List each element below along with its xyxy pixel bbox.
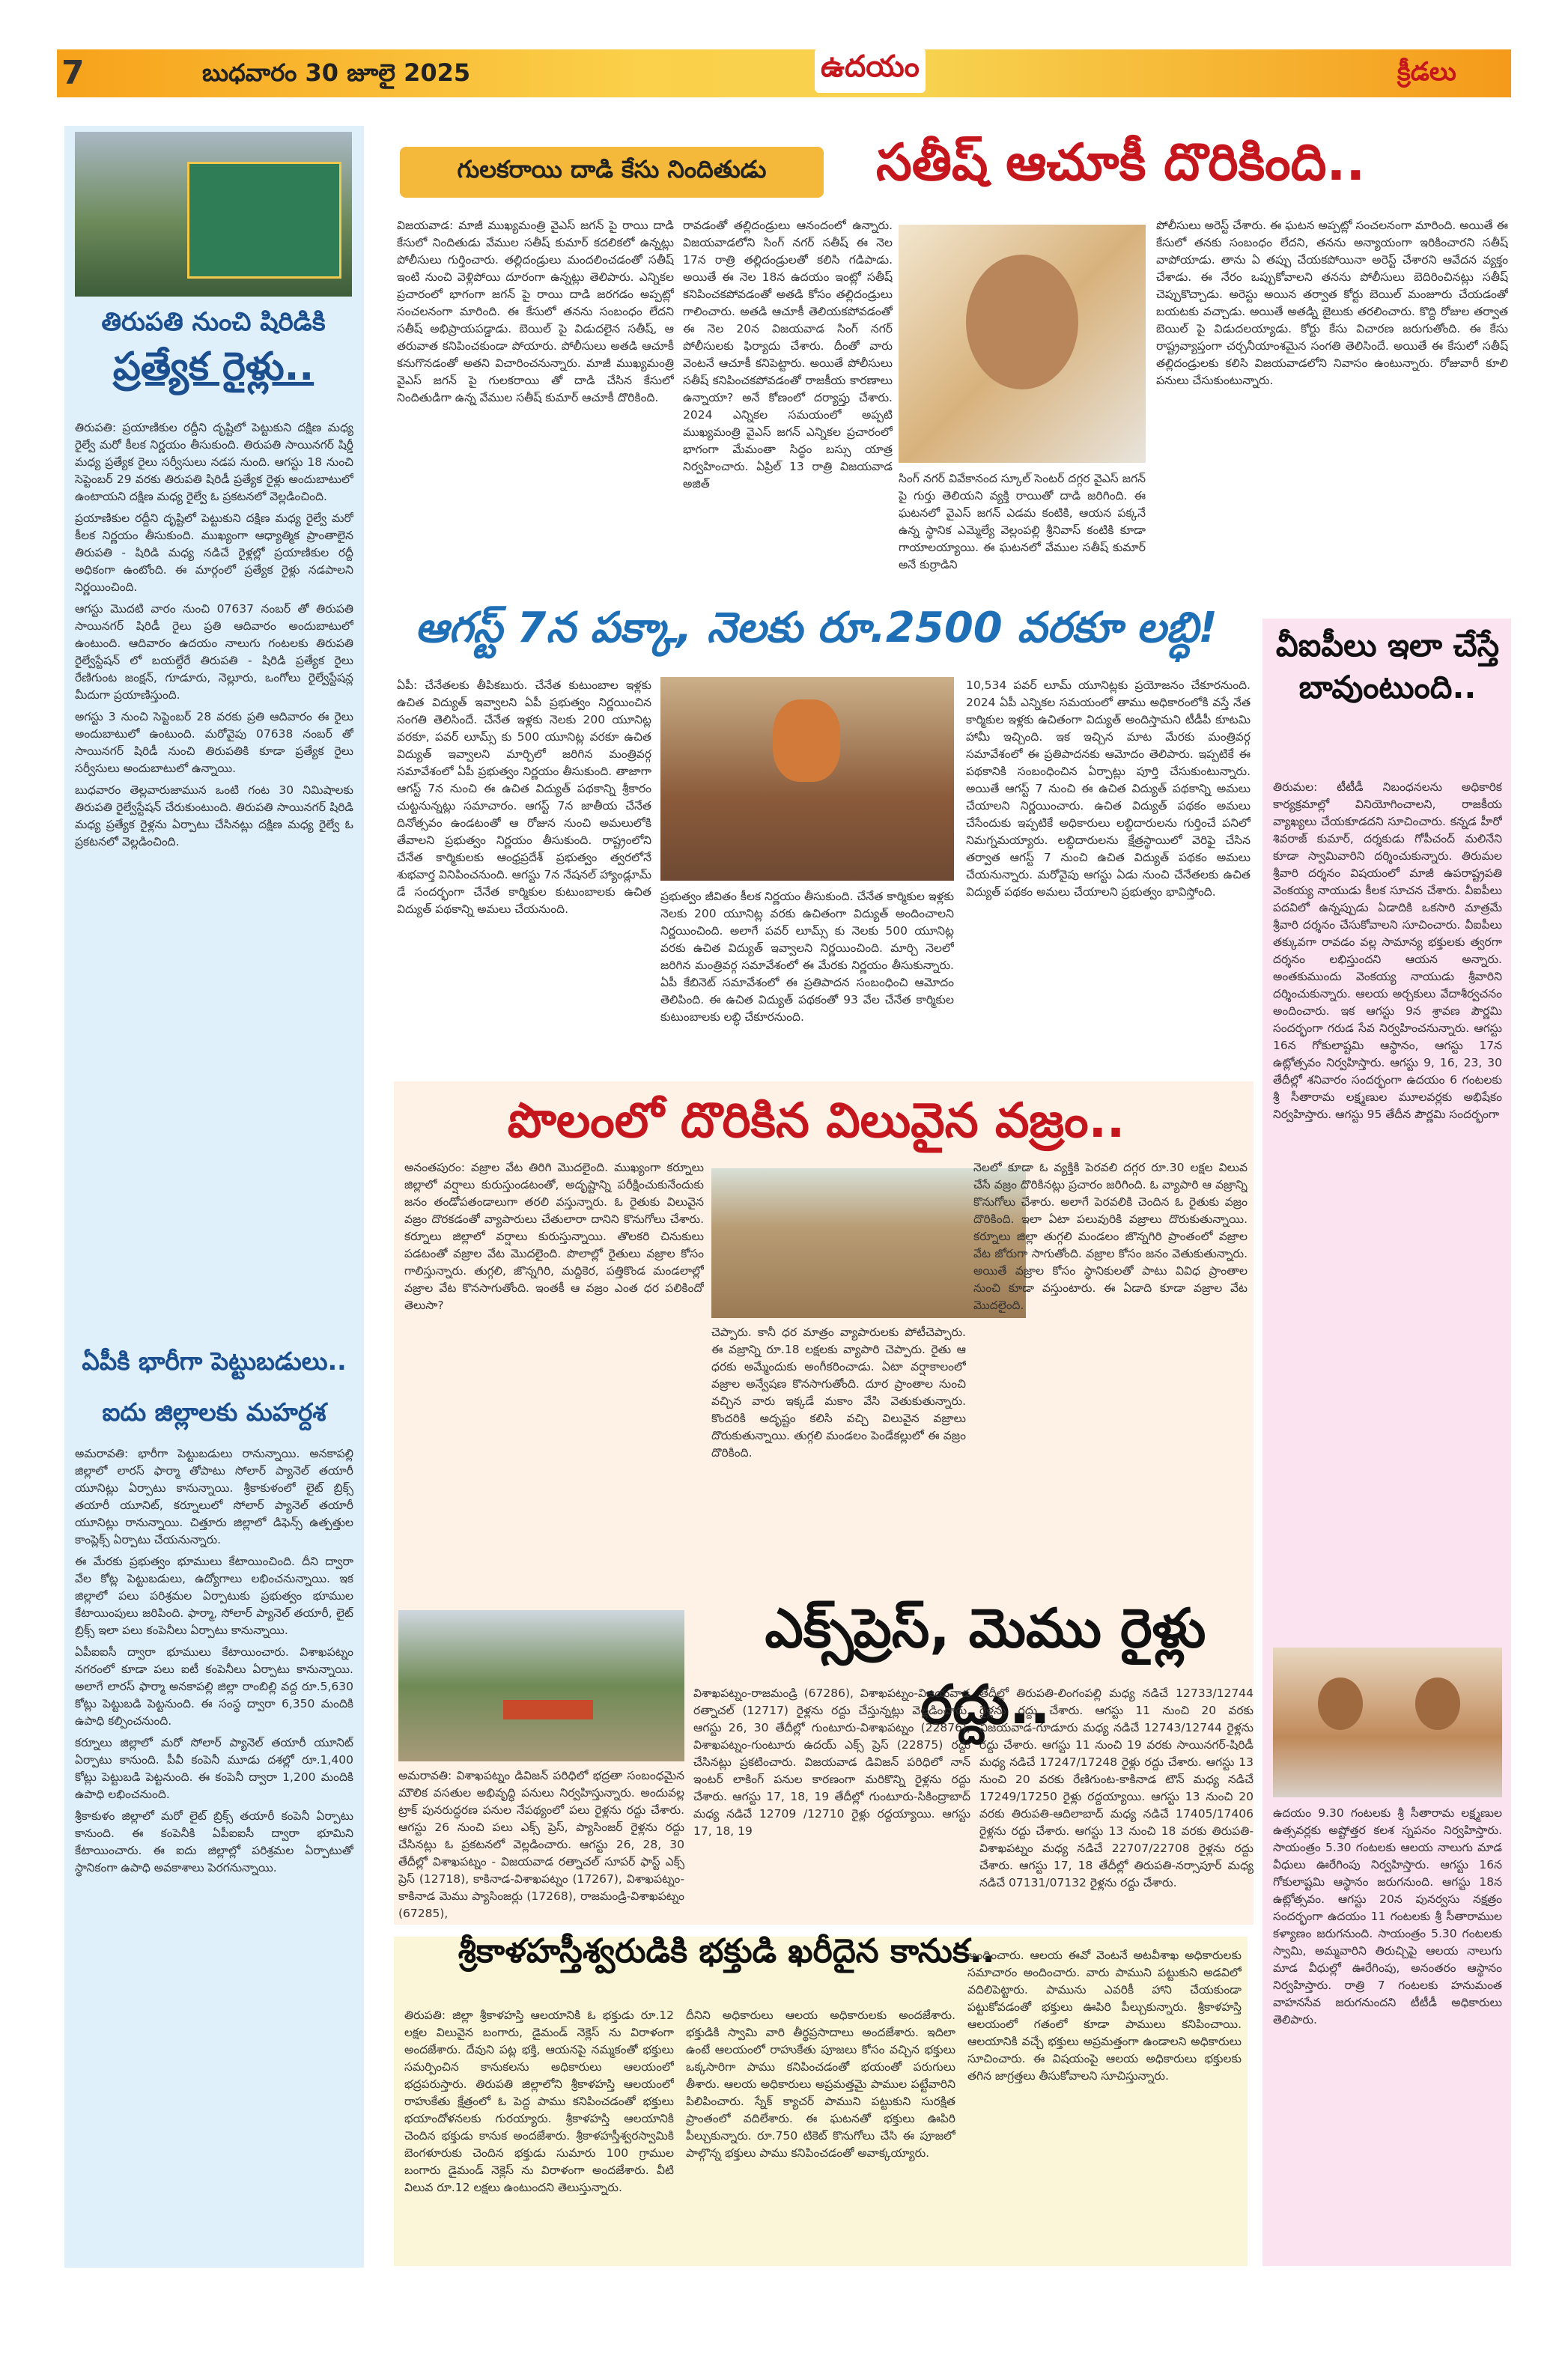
story3-headline: పొలంలో దొరికిన విలువైన వజ్రం..: [507, 1093, 1125, 1149]
para: అగస్టు 3 నుంచి సెప్టెంబర్ 28 వరకు ప్రతి ఆదివారం ఈ రైలు అందుబాటులో ఉంటుంది. మరోవైపు 07638 నంబర్ తో సాయినగర్ షిరిడీ నుంచి తిరుపతికి కూడా ప్రత్యేక రైలు సర్వీసులు అందుబాటులో ఉన్నాయి.: [75, 710, 353, 775]
issue-date: బుధవారం 30 జూలై 2025: [202, 58, 471, 87]
para: బుధవారం తెల్లవారుజామున ఒంటి గంట 30 నిమిషాలకు తిరుపతి రైల్వేస్టేషన్ చేరుకుంటుంది. తిరుపతి సాయినగర్ షిరిడి మధ్య ప్రత్యేక రైళ్లను ఏర్పాటు చేసినట్లు దక్షిణ మధ్య రైల్వే ఓ ప్రకటనలో వెల్లడించింది.: [75, 783, 353, 848]
handloom-photo: [660, 677, 954, 881]
story5-col3: అందించారు. ఆలయ ఈవో వెంటనే అటవీశాఖ అధికారులకు సమాచారం అందించారు. వారు పాముని పట్టుకుని అడవిలో వదిలిపెట్టారు. పామును ఎవరికీ హాని చేయకుండా పట్టుకోవడంతో భక్తులు ఊపిరి పీల్చుకున్నారు. శ్రీకాళహస్తి ఆలయంలో గతంలో కూడా పాములు కనిపించాయి. ఆలయానికి వచ్చే భక్తులు అప్రమత్తంగా ఉండాలని అధికారులు సూచించారు. ఈ విషయంపై ఆలయ అధికారులు భక్తులకు తగిన జాగ్రత్తలు తీసుకోవాలని సూచిస్తున్నారు.: [967, 1949, 1242, 2083]
train-photo: [75, 132, 352, 297]
para: ఈ మేరకు ప్రభుత్వం భూములు కేటాయించింది. దీని ద్వారా వేల కోట్ల పెట్టుబడులు, ఉద్యోగాలు లభించనున్నాయి. ఇక జిల్లాలో పలు పరిశ్రమల ఏర్పాటుకు ప్రభుత్వం భూముల కేటాయింపులు జరిపింది. ఫార్మా, సోలార్ ప్యానెల్ తయారీ, లైట్ బ్రిక్స్ ఇలా పలు కంపెనీలు ఏర్పాటు కానున్నాయి.: [75, 1555, 353, 1637]
page-number: 7: [61, 54, 85, 92]
vip-article-2: ఉదయం 9.30 గంటలకు శ్రీ సీతారామ లక్ష్మణుల ఉత్సవర్లకు అష్టోత్తర కలశ స్నపనం నిర్వహిస్తారు. సాయంత్రం 5.30 గంటలకు ఆలయ నాలుగు మాడ వీధులు ఊరేగింపు నిర్వహిస్తారు. ఆగస్టు 16న గోకులాష్టమి ఆస్థానం జరుగనుంది. ఆగస్టు 18న ఉట్లోత్సవం. ఆగస్టు 20న పునర్వసు నక్షత్రం సందర్భంగా ఉదయం 11 గంటలకు శ్రీ సీతారాముల కళ్యాణం జరుగనుంది. సాయంత్రం 5.30 గంటలకు స్వామి, అమ్మవారిని తిరుచ్చిపై ఆలయ నాలుగు మాడ వీధుల్లో ఊరేగింపు, అనంతరం ఆస్థానం నిర్వహిస్తారు. రాత్రి 7 గంటలకు హనుమంత వాహనసేవ జరుగనుందని టీటీడీ అధికారులు తెలిపారు.: [1273, 1806, 1502, 2027]
story3-col2: చెప్పారు. కానీ ధర మాత్రం వ్యాపారులకు పోటీచెప్పారు. ఈ వజ్రాన్ని రూ.18 లక్షలకు వ్యాపారి చెప్పారు. రైతు ఆ ధరకు అమ్మేందుకు అంగీకరించాడు. ఏటా వర్షాకాలంలో వజ్రాల అన్వేషణ కొనసాగుతోంది. దూర ప్రాంతాల నుంచి వచ్చిన వారు ఇక్కడే మకాం వేసి వెతుకుతున్నారు. కొందరికి అదృష్టం కలిసి వచ్చి విలువైన వజ్రాలు దొరుకుతున్నాయి. తుగ్గలి మండలం పెండేకల్లులో ఈ వజ్రం దొరికింది.: [711, 1326, 966, 1460]
story5-col2: దీనిని అధికారులు ఆలయ అధికారులకు అందజేశారు. భక్తుడికి స్వామి వారి తీర్థప్రసాదాలు అందజేశారు. ఇదిలా ఉంటే ఆలయంలో రాహుకేతు పూజలు కోసం వచ్చిన భక్తులు ఒక్కసారిగా పాము కనిపించడంతో భయంతో పరుగులు తీశారు. ఆలయ అధికారులు అప్రమత్తమై పాముల పట్టేవారిని పిలిపించారు. స్నేక్ క్యాచర్ పాముని పట్టుకుని సురక్షిత ప్రాంతంలో వదిలేశారు. ఈ ఘటనతో భక్తులు ఊపిరి పీల్చుకున్నారు. రూ.750 టికెట్ కొనుగోలు చేసి ఈ పూజలో పాల్గొన్న భక్తులు పాము కనిపించడంతో అవాక్కయ్యారు.: [686, 2009, 955, 2160]
venkaiah-photo: [1273, 1648, 1502, 1797]
sidebar-article-2: [75, 1445, 353, 2262]
story1-col3: సింగ్ నగర్ వివేకానంద స్కూల్ సెంటర్ దగ్గర వైఎస్ జగన్ పై గుర్తు తెలియని వ్యక్తి రాయితో దాడి జరిగింది. ఈ ఘటనలో వైఎస్ జగన్ ఎడమ కంటికి, ఆయన పక్కనే ఉన్న స్థానిక ఎమ్మెల్యే వెల్లంపల్లి శ్రీనివాస్ కంటికి కూడా గాయాలయ్యాయి. ఈ ఘటనలో వేముల సతీష్ కుమార్ అనే కుర్రాడిని: [899, 472, 1146, 571]
sidebar-kicker: తిరుపతి నుంచి షిరిడికి: [101, 307, 326, 337]
sidebar-headline-2a: ఏపీకి భారీగా పెట్టుబడులు..: [82, 1347, 347, 1376]
sidebar-headline: ప్రత్యేక రైళ్లు..: [112, 344, 314, 389]
story2-col2: ప్రభుత్వం జీవితం కీలక నిర్ణయం తీసుకుంది. చేనేత కార్మికుల ఇళ్లకు నెలకు 200 యూనిట్ల వరకు ఉచితంగా విద్యుత్ అందించాలని నిర్ణయించింది. అలాగే పవర్ లూమ్స్ కు నెలకు 500 యూనిట్ల వరకు ఉచిత విద్యుత్ ఇవ్వాలని నిర్ణయించింది. మార్చి నెలలో జరిగిన మంత్రివర్గ సమావేశంలో ఈ మేరకు నిర్ణయం తీసుకున్నారు. ఏపీ కేబినెట్ సమావేశంలో ఈ ప్రతిపాదన సంబంధించి ఆమోదం తెలిపింది. ఈ ఉచిత విద్యుత్ పథకంతో 93 వేల చేనేత కార్మికుల కుటుంబాలకు లబ్ధి చేకూరనుంది.: [660, 890, 954, 1024]
story4-col2: విశాఖపట్నం-రాజమండ్రి (67286), విశాఖపట్నం-విజయవాడ రత్నాచల్ (12717) రైళ్లను రద్దు చేస్తున్నట్లు వెల్లడించారు. ఆగస్టు 26, 30 తేదీల్లో గుంటూరు-విశాఖపట్నం (22876), విశాఖపట్నం-గుంటూరు ఉదయ్ ఎక్స్ ప్రెస్ (22875) రద్దు చేసినట్లు ప్రకటించారు. విజయవాడ డివిజన్ పరిధిలో నాన్ ఇంటర్ లాకింగ్ పనుల కారణంగా మరికొన్ని రైళ్లను రద్దు చేశారు. ఆగస్టు 17, 18, 19 తేదీల్లో గుంటూరు-సికింద్రాబాద్ మధ్య నడిచే 12709 /12710 రైళ్లు రద్దయ్యాయి. ఆగస్టు 17, 18, 19: [693, 1687, 970, 1838]
vip-article: తిరుమల: టీటీడీ నిబంధనలను అధికారిక కార్యక్రమాల్లో వినియోగించాలని, రాజకీయ వ్యాఖ్యలు చేయకూడదని సూచించారు. కన్నడ హీరో శివరాజ్ కుమార్, దర్శకుడు గోపీచంద్ మలినేని కూడా స్వామివారిని దర్శించుకున్నారు. తిరుమల శ్రీవారి దర్శనం విషయంలో మాజీ ఉపరాష్ట్రపతి వెంకయ్య నాయుడు కీలక సూచన చేశారు. వీఐపీలు పదవిలో ఉన్నప్పుడు ఏడాదికి ఒకసారి మాత్రమే శ్రీవారి దర్శనం చేసుకోవాలని సూచించారు. వీఐపీలు తక్కువగా రావడం వల్ల సామాన్య భక్తులకు త్వరగా దర్శనం లభిస్తుందని ఆయన అన్నారు. అంతకుముందు వెంకయ్య నాయుడు శ్రీవారిని దర్శించుకున్నారు. ఆలయ అర్చకులు వేదాశీర్వచనం అందించారు. ఇక ఆగస్టు 9న శ్రావణ పౌర్ణమి సందర్భంగా గరుడ సేవ నిర్వహించనున్నారు. ఆగస్టు 16న గోకులాష్టమి ఆస్థానం, ఆగస్టు 17న ఉట్లోత్సవం నిర్వహిస్తారు. ఆగస్టు 9, 16, 23, 30 తేదీల్లో శనివారం సందర్భంగా ఉదయం 6 గంటలకు శ్రీ సీతారామ లక్ష్మణుల మూలవర్లకు అభిషేకం నిర్వహిస్తారు. ఆగస్టు 95 తేదీన పౌర్ణమి సందర్భంగా: [1273, 780, 1502, 1121]
story1-col1: విజయవాడ: మాజీ ముఖ్యమంత్రి వైఎస్ జగన్ పై రాయి దాడి కేసులో నిందితుడు వేముల సతీష్ కుమార్ కదలికలో ఉన్నట్లు పోలీసులు గుర్తించారు. తల్లిదండ్రులు మందలించడంతో సతీష్ ఇంటి నుంచి వెళ్లిపోయి దూరంగా ఉన్నట్లు తెలిపారు. ఎన్నికల ప్రచారంలో భాగంగా జగన్ పై రాయి దాడి జరగడం అప్పట్లో సంచలనంగా మారింది. ఈ కేసులో తనను సంబంధం లేదని సతీష్ అభిప్రాయపడ్డాడు. బెయిల్ పై విడుదలైన సతీష్, ఆ తరువాత కనిపించకుండా పోయారు. పోలీసులు అతడి ఆచూకీ కనుగొనడంతో అతని విచారించనున్నారు. మాజీ ముఖ్యమంత్రి వైఎస్ జగన్ పై గులకరాయి తో దాడి చేసిన కేసులో నిందితుడిగా ఉన్న వేముల సతీష్ కుమార్ ఆచూకీ దొరికింది.: [397, 219, 674, 404]
vip-headline: వీఐపీలు ఇలా చేస్తే బావుంటుంది..: [1275, 627, 1500, 705]
story5-headline: శ్రీకాళహస్తీశ్వరుడికి భక్తుడి ఖరీదైన కానుక..: [458, 1932, 995, 1970]
sidebar-article: [75, 419, 353, 1333]
story4-col1: అమరావతి: విశాఖపట్నం డివిజన్ పరిధిలో భద్రతా సంబంధమైన మౌలిక వసతుల అభివృద్ధి పనులు నిర్వహిస్తున్నారు. అందువల్ల ట్రాక్ పునరుద్ధరణ పనుల నేపథ్యంలో పలు రైళ్లను రద్దు చేశారు. ఆగస్టు 26 నుంచి పలు ఎక్స్ ప్రెస్, ప్యాసింజర్ రైళ్లను రద్దు చేసినట్లు ఓ ప్రకటనలో వెల్లడించారు. ఆగస్టు 26, 28, 30 తేదీల్లో విశాఖపట్నం - విజయవాడ రత్నాచల్ సూపర్ ఫాస్ట్ ఎక్స్ ప్రెస్ (12718), కాకినాడ-విశాఖపట్నం (17267), విశాఖపట్నం-కాకినాడ మెము ప్యాసింజర్లు (17268), రాజమండ్రి-విశాఖపట్నం (67285),: [398, 1769, 684, 1920]
story1-headline: సతీష్ ఆచూకీ దొరికింది..: [876, 133, 1366, 192]
story3-col3: నెలలో కూడా ఓ వ్యక్తికి పెరవలి దగ్గర రూ.30 లక్షల విలువ చేసే వజ్రం దొరికినట్లు ప్రచారం జరిగింది. ఓ వ్యాపారి ఆ వజ్రాన్ని కొనుగోలు చేశారు. అలాగే పెరవలికి చెందిన ఓ రైతుకు వజ్రం దొరికింది. ఇలా ఏటా పలువురికి వజ్రాలు దొరుకుతున్నాయి. కర్నూలు జిల్లా తుగ్గలి మండలం జొన్నగిరి ప్రాంతంలో వజ్రాల వేట జోరుగా సాగుతోంది. వజ్రాల కోసం జనం వెతుకుతున్నారు. అయితే వజ్రాల కోసం స్థానికులతో పాటు వివిధ ప్రాంతాల నుంచి కూడా వస్తుంటారు. ఈ ఏడాది కూడా వజ్రాల వేట మొదలైంది.: [973, 1161, 1248, 1312]
story1-col4: పోలీసులు అరెస్ట్ చేశారు. ఈ ఘటన అప్పట్లో సంచలనంగా మారింది. అయితే ఈ కేసులో తనకు సంబంధం లేదని, తనను అన్యాయంగా ఇరికించారని సతీష్ వాపోయాడు. తాను ఏ తప్పు చేయకపోయినా అరెస్ట్ చేశారని ఆవేదన వ్యక్తం చేశాడు. ఈ నేరం ఒప్పుకోవాలని తనను పోలీసులు బెదిరించినట్లు సతీష్ చెప్పుకొచ్చాడు. అరెస్టు అయిన తర్వాత కోర్టు బెయిల్ మంజూరు చేయడంతో బయటకు వచ్చాడు. అయితే అతడ్ని జైలుకు తరలించారు. కొద్ది రోజుల తర్వాత బెయిల్ పై విడుదలయ్యాడు. కోర్టు కేసు విచారణ జరుగుతోంది. ఈ కేసు రాష్ట్రవ్యాప్తంగా చర్చనీయాంశమైన సంగతి తెలిసిందే. అయితే ఈ కేసులో సతీష్ తల్లిదండ్రులకు కలిసి విజయవాడలోని నివాసం ఉంటున్నారు. రోజువారీ కూలి పనులు చేసుకుంటున్నారు.: [1156, 219, 1508, 387]
newspaper-logo: ఉదయం: [815, 48, 926, 93]
train-track-photo: [398, 1610, 684, 1761]
story4-headline: ఎక్స్‌ప్రెస్, మెము రైళ్లు రద్దు..: [765, 1597, 1206, 1736]
para: శ్రీకాకుళం జిల్లాలో మరో లైట్ బ్రిక్స్ తయారీ కంపెనీ ఏర్పాటు కానుంది. ఈ కంపెనీకి ఏపీఐఐసీ ద్వారా భూమిని కేటాయించారు. ఈ ఐదు జిల్లాల్లో పరిశ్రమల ఏర్పాటుతో స్థానికంగా ఉపాధి అవకాశాలు పెరగనున్నాయి.: [75, 1809, 353, 1874]
para: ప్రయాణికుల రద్దీని దృష్టిలో పెట్టుకుని దక్షిణ మధ్య రైల్వే మరో కీలక నిర్ణయం తీసుకుంది. ముఖ్యంగా ఆధ్యాత్మిక ప్రాంతాలైన తిరుపతి - షిరిడి మధ్య నడిచే రైళ్లల్లో ప్రయాణికుల రద్దీ అధికంగా ఉంటోంది. ఈ మార్గంలో ప్రత్యేక రైళ్లు నడపాలని నిర్ణయించింది.: [75, 511, 353, 594]
story3-col1: అనంతపురం: వజ్రాల వేట తిరిగి మొదలైంది. ముఖ్యంగా కర్నూలు జిల్లాలో వర్షాలు కురుస్తుండటంతో, అదృష్టాన్ని పరీక్షించుకునేందుకు జనం తండోపతండాలుగా తరలి వస్తున్నారు. ఓ రైతుకు విలువైన వజ్రం దొరకడంతో వ్యాపారులు చేతులారా దానిని కొనుగోలు చేశారు. కర్నూలు జిల్లాలో వర్షాలు కురుస్తున్నాయి. తొలకరి చినుకులు పడటంతో వజ్రాల వేట మొదలైంది. పొలాల్లో రైతులు వజ్రాల కోసం గాలిస్తున్నారు. తుగ్గలి, జొన్నగిరి, మద్దికెర, పత్తికొండ మండలాల్లో వజ్రాల వేట కొనసాగుతోంది. ఇంతకీ ఆ వజ్రం ఎంత ధర పలికిందో తెలుసా?: [404, 1161, 704, 1312]
story1-col2: రావడంతో తల్లిదండ్రులు ఆనందంలో ఉన్నారు. విజయవాడలోని సింగ్ నగర్ సతీష్ ఈ నెల 17న రాత్రి తల్లిదండ్రులతో కలిసి గడిపాడు. అయితే ఈ నెల 18న ఉదయం ఇంట్లో సతీష్ కనిపించకపోవడంతో అతడి కోసం తల్లిదండ్రులు గాలించారు. అతడి ఆచూకీ తెలియకపోవడంతో ఈ నెల 20న విజయవాడ సింగ్ నగర్ పోలీసులకు ఫిర్యాదు చేశారు. దీంతో వారు వెంటనే ఆచూకీ కనిపెట్టారు. అయితే పోలీసులు సతీష్ కనిపించకపోవడంతో రాజకీయ కారణాలు ఉన్నాయా? అనే కోణంలో దర్యాప్తు చేశారు. 2024 ఎన్నికల సమయంలో అప్పటి ముఖ్యమంత్రి వైఎస్ జగన్ ఎన్నికల ప్రచారంలో భాగంగా మేమంతా సిద్ధం బస్సు యాత్ర నిర్వహించారు. ఏప్రిల్ 13 రాత్రి విజయవాడ అజిత్: [683, 219, 893, 491]
jagan-photo: [899, 225, 1146, 463]
story2-col1: ఏపీ: చేనేతలకు తీపికబురు. చేనేత కుటుంబాల ఇళ్లకు ఉచిత విద్యుత్ ఇవ్వాలని ఏపీ ప్రభుత్వం నిర్ణయించిన సంగతి తెలిసిందే. చేనేత ఇళ్లకు నెలకు 200 యూనిట్ల వరకూ, పవర్ లూమ్స్ కు 500 యూనిట్ల వరకూ ఉచిత విద్యుత్ ఇవ్వాలని మార్చిలో జరిగిన మంత్రివర్గ సమావేశంలో ఏపీ ప్రభుత్వం నిర్ణయం తీసుకుంది. తాజాగా ఆగస్ట్ 7న నుంచి ఈ ఉచిత విద్యుత్ పథకాన్ని శ్రీకారం చుట్టనున్నట్లు సమాచారం. ఆగస్ట్ 7న జాతీయ చేనేత దినోత్సవం ఉండటంతో ఆ రోజున నుంచి అమలులోకి తేవాలని ప్రభుత్వం నిర్ణయం తీసుకుంది. రాష్ట్రంలోని చేనేత కార్మికులకు ఆంధ్రప్రదేశ్ ప్రభుత్వం త్వరలోనే శుభవార్త వినిపించనుంది. ఆగస్టు 7న నేషనల్ హ్యాండ్లూమ్ డే సందర్భంగా చేనేత కార్మికుల కుటుంబాలకు ఉచిత విద్యుత్ పథకాన్ని అమలు చేయనుంది.: [397, 678, 651, 916]
story2-headline: ఆగస్ట్ 7న పక్కా, నెలకు రూ.2500 వరకూ లబ్ధి!: [415, 604, 1218, 652]
para: కర్నూలు జిల్లాలో మరో సోలార్ ప్యానెల్ తయారీ యూనిట్ ఏర్పాటు కానుంది. పీవీ కంపెనీ మూడు దశల్లో రూ.1,400 కోట్లు పెట్టుబడి పెట్టనుంది. ఈ కంపెనీ ద్వారా 1,200 మందికి ఉపాధి లభించనుంది.: [75, 1736, 353, 1801]
story4-col3: తేదీల్లో తిరుపతి-లింగంపల్లి మధ్య నడిచే 12733/12744 రైళ్లను రద్దు చేశారు. ఆగస్టు 11 నుంచి 20 వరకు విజయవాడ-గూడూరు మధ్య నడిచే 12743/12744 రైళ్లను రద్దు చేశారు. ఆగస్టు 11 నుంచి 19 వరకు సాయినగర్-షిరిడీ మధ్య నడిచే 17247/17248 రైళ్లు రద్దు చేశారు. ఆగస్టు 13 నుంచి 20 వరకు రేణిగుంట-కాకినాడ టౌన్ మధ్య నడిచే 17249/17250 రైళ్లు రద్దయ్యాయి. ఆగస్టు 13 నుంచి 20 వరకు తిరుపతి-ఆదిలాబాద్ మధ్య నడిచే 17405/17406 రైళ్లను రద్దు చేశారు. ఆగస్టు 13 నుంచి 18 వరకు తిరుపతి-విశాఖపట్నం మధ్య నడిచే 22707/22708 రైళ్లను రద్దు చేశారు. ఆగస్టు 17, 18 తేదీల్లో తిరుపతి-నర్సాపూర్ మధ్య నడిచే 07131/07132 రైళ్లను రద్దు చేశారు.: [979, 1687, 1254, 1889]
para: తిరుపతి: ప్రయాణికుల రద్దీని దృష్టిలో పెట్టుకుని దక్షిణ మధ్య రైల్వే మరో కీలక నిర్ణయం తీసుకుంది. తిరుపతి సాయినగర్ షిర్డీ మధ్య ప్రత్యేక రైలు సర్వీసులు నడప నుంది. ఆగస్టు 18 నుంచి సెప్టెంబర్ 29 వరకు తిరుపతి షిరిడీ ప్రత్యేక రైళ్లు అందుబాటులో ఉంటాయని దక్షిణ మధ్య రైల్వే ఓ ప్రకటనలో వెల్లడించింది.: [75, 421, 353, 503]
story1-tag: గులకరాయి దాడి కేసు నిందితుడు: [400, 147, 824, 198]
sidebar-headline-2b: ఐదు జిల్లాలకు మహర్దశ: [102, 1397, 326, 1427]
para: ఏపీఐఐసీ ద్వారా భూములు కేటాయించారు. విశాఖపట్నం నగరంలో కూడా పలు ఐటీ కంపెనీలు ఏర్పాటు కానున్నాయి. అలాగే లారస్ ఫార్మా అనకాపల్లి జిల్లా రాంబిల్లి వద్ద రూ.5,630 కోట్లు పెట్టుబడి పెట్టనుంది. ఈ సంస్థ ద్వారా 6,350 మందికి ఉపాధి కల్పించనుంది.: [75, 1645, 353, 1728]
story5-col1: తిరుపతి: జిల్లా శ్రీకాళహస్తి ఆలయానికి ఓ భక్తుడు రూ.12 లక్షల విలువైన బంగారు, డైమండ్ నెక్లెస్ ను విరాళంగా అందజేశారు. దేవుని పట్ల భక్తి, ఆయనపై నమ్మకంతో భక్తులు సమర్పించిన కానుకలను అధికారులు ఆలయంలో భద్రపరుస్తారు. తిరుపతి జిల్లాలోని శ్రీకాళహస్తి ఆలయంలో రాహుకేతు క్షేత్రంలో ఓ పెద్ద పాము కనిపించడంతో భక్తులు భయాందోళనలకు గురయ్యారు. శ్రీకాళహస్తి ఆలయానికి చెందిన భక్తుడు కానుక అందజేశారు. శ్రీకాళహస్తీశ్వరస్వామికి బెంగళూరుకు చెందిన భక్తుడు సుమారు 100 గ్రాముల బంగారు డైమండ్ నెక్లెస్ ను విరాళంగా అందజేశారు. వీటి విలువ రూ.12 లక్షలు ఉంటుందని తెలుస్తున్నారు.: [404, 2009, 674, 2194]
section-name: క్రీడలు: [1397, 57, 1456, 87]
para: ఆగస్టు మొదటి వారం నుంచి 07637 నంబర్ తో తిరుపతి సాయినగర్ షిరిడీ రైలు ప్రతి ఆదివారం అందుబాటులో ఉంటుంది. ఆదివారం ఉదయం నాలుగు గంటలకు తిరుపతి రైల్వేస్టేషన్ లో బయల్దేరే తిరుపతి - షిరిడి ప్రత్యేక రైలు రేణిగుంట జంక్షన్, గూడూరు, నెల్లూరు, ఒంగోలు రైల్వేస్టేషన్ల మీదుగా ప్రయాణిస్తుంది.: [75, 602, 353, 702]
para: అమరావతి: భారీగా పెట్టుబడులు రానున్నాయి. అనకాపల్లి జిల్లాలో లారస్ ఫార్మా తోపాటు సోలార్ ప్యానెల్ తయారీ యూనిట్లు ఏర్పాటు కానున్నాయి. శ్రీకాకుళంలో లైట్ బ్రిక్స్ తయారీ యూనిట్, కర్నూలులో సోలార్ ప్యానెల్ తయారీ యూనిట్లు రానున్నాయి. చిత్తూరు జిల్లాలో డిఫెన్స్ ఉత్పత్తుల కాంప్లెక్స్ ఏర్పాటు చేయనున్నారు.: [75, 1447, 353, 1546]
story2-col3: 10,534 పవర్ లూమ్ యూనిట్లకు ప్రయోజనం చేకూరనుంది. 2024 ఏపీ ఎన్నికల సమయంలో తాము అధికారంలోకి వస్తే నేత కార్మికుల ఇళ్లకు ఉచితంగా విద్యుత్ అందిస్తామని టీడీపీ కూటమి హామీ ఇచ్చింది. ఇక ఇచ్చిన మాట మేరకు మంత్రివర్గ సమావేశంలో ఈ ప్రతిపాదనకు ఆమోదం తెలిపారు. ఇప్పటికే ఈ పథకానికి సంబంధించిన ఏర్పాట్లు పూర్తి చేసుకుంటున్నారు. అయితే ఆగస్ట్ 7 నుంచి ఈ ఉచిత విద్యుత్ పథకాన్ని అమలు చేయాలని నిర్ణయించారు. ఉచిత విద్యుత్ పథకం అమలు చేసేందుకు ఇప్పటికే అధికారులు లబ్ధిదారులను గుర్తించే పనిలో నిమగ్నమయ్యారు. లబ్ధిదారులను క్షేత్రస్థాయిలో వెరిఫై చేసిన తర్వాత ఆగస్ట్ 7 నుంచి ఉచిత విద్యుత్ పథకం అమలు చేయనున్నారు. మరోవైపు ఆగస్టు ఏడు నుంచి చేనేతలకు ఉచిత విద్యుత్ పథకం అమలు చేయాలని ప్రభుత్వం భావిస్తోంది.: [966, 678, 1251, 899]
